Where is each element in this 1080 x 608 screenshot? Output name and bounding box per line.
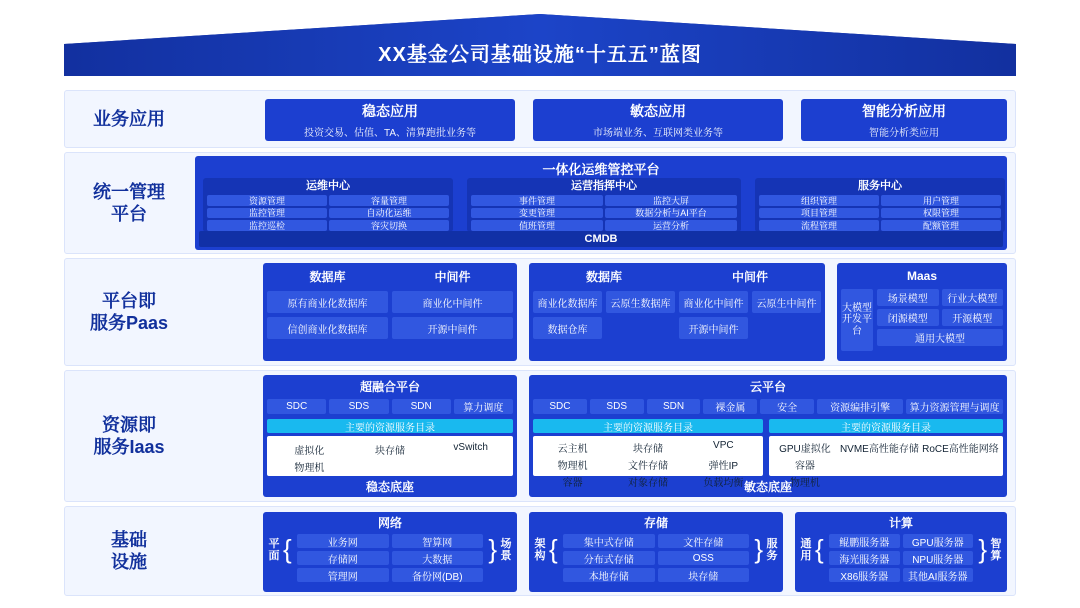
row-label-unified-line1: 统一管理 xyxy=(93,181,165,202)
iaas-item[interactable]: 负载均衡 xyxy=(703,478,744,489)
iaas-item[interactable]: vSwitch xyxy=(453,442,488,453)
row-label-paas xyxy=(65,259,193,365)
paas-cell[interactable]: 数据仓库 xyxy=(533,317,602,339)
iaas-item[interactable]: 云主机 xyxy=(557,444,588,455)
iaas-item[interactable]: VPC xyxy=(713,440,734,451)
ops-group-title: 服务中心 xyxy=(858,180,902,192)
row-body-iaas xyxy=(193,371,1009,501)
ops-cell[interactable]: 监控管理 xyxy=(207,208,327,219)
infra-cell[interactable]: 块存储 xyxy=(658,568,750,582)
row-body-paas xyxy=(193,259,1009,365)
page-title: XX基金公司基础设施“十五五”蓝图 xyxy=(378,43,702,66)
paas-cell[interactable]: 开源中间件 xyxy=(679,317,748,339)
row-label-iaas-line1: 资源即 xyxy=(102,414,156,435)
ops-cell[interactable]: 变更管理 xyxy=(471,208,603,219)
app-card-sub: 投资交易、估值、TA、清算跑批业务等 xyxy=(303,128,477,139)
paas-cell[interactable]: 开源中间件 xyxy=(392,317,513,339)
paas-box-title: 中间件 xyxy=(434,270,471,284)
iaas-item[interactable]: 块存储 xyxy=(632,444,663,455)
iaas-item[interactable]: 容器 xyxy=(794,461,815,472)
iaas-left-foot: 稳态底座 xyxy=(365,479,414,494)
paas-cell[interactable]: 商业化数据库 xyxy=(533,291,602,313)
ops-platform-container xyxy=(195,156,1007,250)
iaas-item[interactable]: 虚拟化 xyxy=(294,446,325,457)
brace-left-icon: { xyxy=(283,534,292,564)
iaas-right-items-left xyxy=(533,436,763,489)
paas-cell[interactable]: 云原生中间件 xyxy=(752,291,821,313)
infra-right-label: 服务 xyxy=(766,538,778,563)
iaas-right-items-right xyxy=(769,436,1003,489)
ops-group-maintenance[interactable] xyxy=(203,178,453,232)
brace-left-icon: { xyxy=(549,534,558,564)
iaas-item[interactable]: RoCE高性能网络 xyxy=(922,444,999,455)
brace-right-icon: } xyxy=(978,534,987,564)
iaas-bar-cell[interactable]: SDS xyxy=(590,399,644,414)
infra-cell[interactable]: NPU服务器 xyxy=(903,551,974,565)
ops-cell[interactable]: 监控巡检 xyxy=(207,220,327,231)
maas-cell[interactable]: 通用大模型 xyxy=(877,329,1003,346)
row-label-infra-line1: 基础 xyxy=(111,529,147,550)
paas-group-agile xyxy=(529,263,825,361)
iaas-right-foot: 敏态底座 xyxy=(743,479,792,494)
cmdb-bar[interactable]: CMDB xyxy=(199,231,1003,247)
infra-cell[interactable]: 大数据 xyxy=(392,551,484,565)
maas-side-label: 大模型开发平台 xyxy=(841,289,873,351)
iaas-left-title: 超融合平台 xyxy=(359,380,420,394)
infra-box-title: 存储 xyxy=(643,516,668,530)
maas-cell[interactable]: 行业大模型 xyxy=(942,289,1004,306)
infra-cell[interactable]: 其他AI服务器 xyxy=(903,568,974,582)
iaas-item xyxy=(921,457,1000,472)
iaas-hyperconverged xyxy=(263,375,517,497)
ops-group-title: 运营指挥中心 xyxy=(571,180,637,192)
iaas-item[interactable]: 物理机 xyxy=(557,461,588,472)
ops-cell[interactable]: 值班管理 xyxy=(471,220,603,231)
ops-cell[interactable]: 监控大屏 xyxy=(605,195,737,206)
iaas-bar-cell[interactable]: SDN xyxy=(647,399,701,414)
iaas-bar-cell[interactable]: 资源编排引擎 xyxy=(817,399,903,414)
ops-group-operation-command[interactable] xyxy=(467,178,741,232)
paas-box-title: 数据库 xyxy=(309,270,346,284)
iaas-item xyxy=(840,457,919,472)
infra-cell[interactable]: 业务网 xyxy=(297,534,389,548)
paas-cell[interactable]: 原有商业化数据库 xyxy=(267,291,388,313)
app-card-title: 稳态应用 xyxy=(362,103,418,119)
ops-cell[interactable]: 运营分析 xyxy=(605,220,737,231)
ops-cell[interactable]: 用户管理 xyxy=(881,195,1001,206)
infra-cell[interactable]: 海光服务器 xyxy=(829,551,900,565)
infra-left-label: 平面 xyxy=(268,538,280,563)
row-body-business xyxy=(193,91,1009,147)
row-iaas xyxy=(64,370,1016,502)
ops-cell[interactable]: 流程管理 xyxy=(759,220,879,231)
iaas-cloud-platform xyxy=(529,375,1007,497)
app-card-sub: 市场端业务、互联网类业务等 xyxy=(593,128,723,139)
iaas-right-catalog-left-title: 主要的资源服务目录 xyxy=(533,419,763,433)
row-label-paas-line1: 平台即 xyxy=(102,290,156,311)
iaas-left-catalog-wrap xyxy=(267,419,513,475)
iaas-right-bar xyxy=(533,399,1003,414)
iaas-left-bar xyxy=(267,399,513,414)
brace-left-icon: { xyxy=(815,534,824,564)
iaas-bar-cell[interactable]: SDC xyxy=(533,399,587,414)
row-label-iaas xyxy=(65,371,193,501)
row-body-infra xyxy=(193,507,1009,595)
app-card-stable[interactable] xyxy=(265,99,515,141)
brace-right-icon: } xyxy=(754,534,763,564)
row-label-business: 业务应用 xyxy=(93,108,165,129)
ops-cell[interactable]: 数据分析与AI平台 xyxy=(605,208,737,219)
maas-cell[interactable]: 开源模型 xyxy=(942,309,1004,326)
ops-platform-title: 一体化运维管控平台 xyxy=(542,162,660,177)
row-label-unified xyxy=(65,153,193,253)
iaas-item[interactable]: NVME高性能存储 xyxy=(839,444,919,455)
infra-cell[interactable]: GPU服务器 xyxy=(903,534,974,548)
iaas-item[interactable]: 文件存储 xyxy=(627,461,668,472)
paas-cell[interactable]: 云原生数据库 xyxy=(606,291,675,313)
row-infrastructure xyxy=(64,506,1016,596)
infra-left-label: 通用 xyxy=(800,538,812,563)
infra-cell[interactable]: X86服务器 xyxy=(829,568,900,582)
row-unified-management xyxy=(64,152,1016,254)
infra-right-label: 智算 xyxy=(990,538,1002,563)
row-business-application xyxy=(64,90,1016,148)
iaas-right-title: 云平台 xyxy=(749,380,786,394)
infra-box-title: 计算 xyxy=(888,516,913,530)
maas-title: Maas xyxy=(906,269,938,283)
infra-cell[interactable]: 管理网 xyxy=(297,568,389,582)
ops-cell[interactable]: 事件管理 xyxy=(471,195,603,206)
iaas-item[interactable]: GPU虚拟化 xyxy=(779,444,831,455)
infra-cell[interactable]: 存储网 xyxy=(297,551,389,565)
infra-cells xyxy=(297,534,483,582)
ops-cell[interactable]: 权限管理 xyxy=(881,208,1001,219)
ops-cell[interactable]: 项目管理 xyxy=(759,208,879,219)
ops-cell[interactable]: 配额管理 xyxy=(881,220,1001,231)
iaas-right-catalog-left xyxy=(533,419,763,489)
iaas-bar-cell[interactable]: SDN xyxy=(392,399,451,414)
row-label-paas-line2: 服务Paas xyxy=(89,313,169,333)
iaas-item[interactable]: 块存储 xyxy=(374,446,405,457)
infra-cell[interactable]: 文件存储 xyxy=(658,534,750,548)
ops-group-service-center[interactable] xyxy=(755,178,1005,232)
row-paas xyxy=(64,258,1016,366)
paas-group-maas xyxy=(837,263,1007,361)
ops-cell[interactable]: 容量管理 xyxy=(329,195,449,206)
app-card-agile[interactable] xyxy=(533,99,783,141)
paas-cell[interactable]: 商业化中间件 xyxy=(392,291,513,313)
app-card-title: 智能分析应用 xyxy=(862,103,946,119)
paas-group-stable xyxy=(263,263,517,361)
infra-compute xyxy=(795,512,1007,592)
row-label-iaas-line2: 服务Iaas xyxy=(93,437,165,457)
infra-cells xyxy=(563,534,749,582)
ops-cell[interactable]: 组织管理 xyxy=(759,195,879,206)
app-card-sub: 智能分析类应用 xyxy=(869,128,939,139)
ops-cell[interactable]: 容灾切换 xyxy=(329,220,449,231)
ops-group-cells xyxy=(759,195,1001,231)
iaas-item[interactable]: 物理机 xyxy=(789,478,820,489)
ops-group-cells xyxy=(471,195,737,231)
maas-cell[interactable]: 闭源模型 xyxy=(877,309,939,326)
iaas-bar-cell[interactable]: SDS xyxy=(329,399,388,414)
iaas-bar-cell[interactable]: 安全 xyxy=(760,399,814,414)
paas-box-title: 中间件 xyxy=(731,270,768,284)
iaas-bar-cell[interactable]: 算力资源管理与调度 xyxy=(906,399,1003,414)
app-card-analytics[interactable] xyxy=(801,99,1007,141)
paas-cell[interactable]: 信创商业化数据库 xyxy=(267,317,388,339)
iaas-left-catalog-title: 主要的资源服务目录 xyxy=(267,419,513,433)
iaas-item[interactable]: 弹性IP xyxy=(708,461,739,472)
infra-cell[interactable]: 本地存储 xyxy=(563,568,655,582)
app-card-title: 敏态应用 xyxy=(630,103,686,119)
iaas-bar-cell[interactable]: SDC xyxy=(267,399,326,414)
infra-cell[interactable]: 集中式存储 xyxy=(563,534,655,548)
infra-network xyxy=(263,512,517,592)
maas-cell[interactable]: 场景模型 xyxy=(877,289,939,306)
infra-left-label: 架构 xyxy=(534,538,546,563)
infra-cell[interactable]: 备份网(DB) xyxy=(392,568,484,582)
brace-right-icon: } xyxy=(488,534,497,564)
infra-cell[interactable]: 智算网 xyxy=(392,534,484,548)
infra-cell[interactable]: 鲲鹏服务器 xyxy=(829,534,900,548)
infra-cell[interactable]: OSS xyxy=(658,551,750,565)
iaas-bar-cell[interactable]: 裸金属 xyxy=(703,399,757,414)
infra-storage xyxy=(529,512,783,592)
paas-box-title: 数据库 xyxy=(585,270,622,284)
row-body-unified xyxy=(193,153,1009,253)
iaas-item[interactable]: 物理机 xyxy=(294,463,325,474)
row-label-unified-line2: 平台 xyxy=(111,204,147,224)
iaas-right-catalog-right xyxy=(769,419,1003,489)
infra-cells xyxy=(829,534,973,582)
ops-cell[interactable]: 自动化运维 xyxy=(329,208,449,219)
iaas-item[interactable]: 容器 xyxy=(562,478,583,489)
ops-cell[interactable]: 资源管理 xyxy=(207,195,327,206)
iaas-item[interactable]: 对象存储 xyxy=(627,478,668,489)
iaas-bar-cell[interactable]: 算力调度 xyxy=(454,399,513,414)
infra-cell[interactable]: 分布式存储 xyxy=(563,551,655,565)
row-label-infra-line2: 设施 xyxy=(111,552,147,572)
ops-group-cells xyxy=(207,195,449,231)
row-label-infra xyxy=(65,507,193,595)
ops-group-title: 运维中心 xyxy=(306,180,350,192)
iaas-left-items xyxy=(267,436,513,476)
roof-banner xyxy=(64,14,1016,76)
infra-right-label: 场景 xyxy=(500,538,512,563)
iaas-right-catalog-right-title: 主要的资源服务目录 xyxy=(769,419,1003,433)
paas-cell[interactable]: 商业化中间件 xyxy=(679,291,748,313)
infra-box-title: 网络 xyxy=(377,516,402,530)
